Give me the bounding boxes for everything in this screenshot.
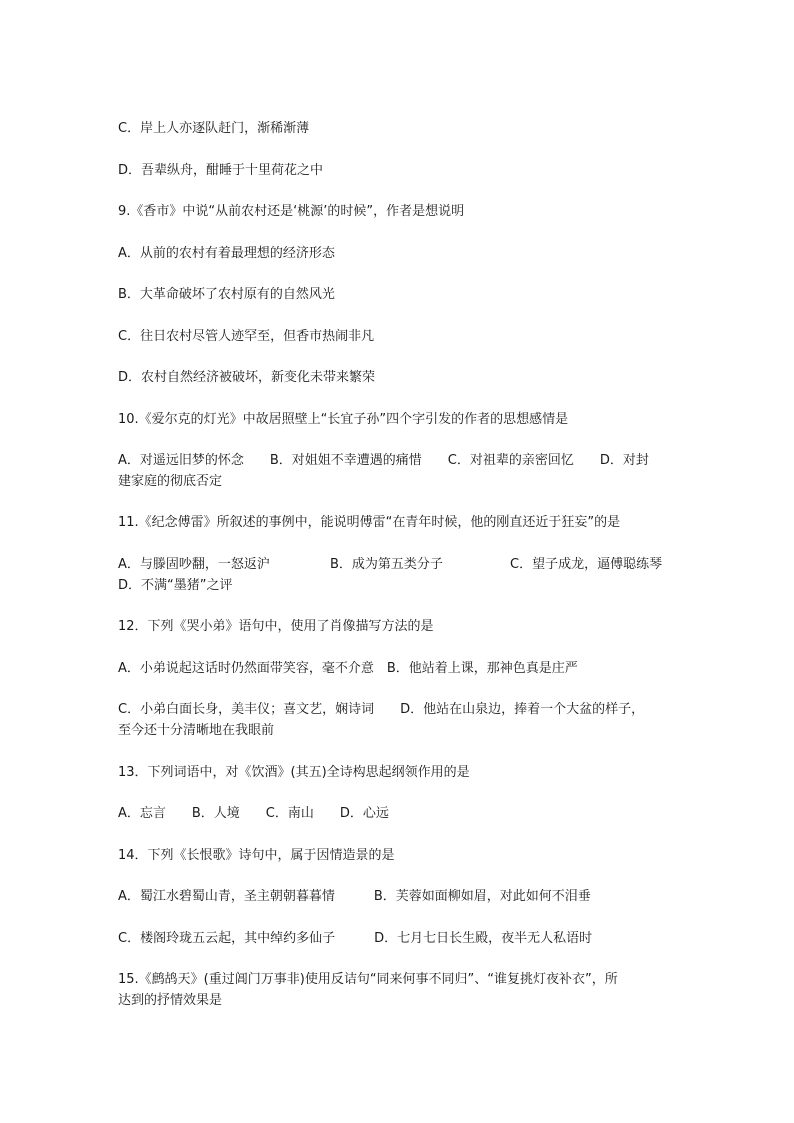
- q11-option-c: C．望子成龙，逼傅聪练琴: [510, 557, 663, 572]
- q9-option-c: C．往日农村尽管人迹罕至，但香市热闹非凡: [118, 329, 375, 344]
- q9-stem: 9.《香市》中说“从前农村还是‘桃源’的时候”，作者是想说明: [118, 204, 465, 219]
- q9-option-d: D．农村自然经济被破坏，新变化未带来繁荣: [118, 370, 376, 385]
- q11-option-d: D．不满“墨猪”之评: [118, 578, 233, 593]
- q10-options-line1: A．对遥远旧梦的怀念 B．对姐姐不幸遭遇的痛惜 C．对祖辈的亲密回忆 D．对封: [118, 453, 649, 468]
- q9-option-a: A．从前的农村有着最理想的经济形态: [118, 246, 335, 261]
- q15-stem-line1: 15.《鹧鸪天》(重过阊门万事非)使用反诘句“同来何事不同归”、“谁复挑灯夜补衣”，所: [118, 972, 618, 987]
- q14-options-ab: A．蜀江水碧蜀山青，圣主朝朝暮暮情 B．芙蓉如面柳如眉，对此如何不泪垂: [118, 889, 591, 904]
- q14-options-cd: C．楼阁玲珑五云起，其中绰约多仙子 D．七月七日长生殿，夜半无人私语时: [118, 931, 593, 946]
- q11-options-line1: [118, 554, 678, 575]
- q12-options-cd-line2: 至今还十分清晰地在我眼前: [118, 723, 275, 738]
- q14-stem: 14．下列《长恨歌》诗句中，属于因情造景的是: [118, 848, 395, 863]
- q11-option-a: A．与滕固吵翻，一怒返沪: [118, 557, 270, 572]
- q8-option-c: C．岸上人亦逐队赶门，渐稀渐薄: [118, 121, 310, 136]
- q13-options: A．忘言 B．人境 C．南山 D．心远: [118, 806, 389, 821]
- q10-options-line2: 建家庭的彻底否定: [118, 474, 223, 489]
- q15-stem-line2: 达到的抒情效果是: [118, 993, 223, 1008]
- q10-stem: 10.《爱尔克的灯光》中故居照壁上“长宜子孙”四个字引发的作者的思想感情是: [118, 412, 569, 427]
- q11-option-b: B．成为第五类分子: [330, 557, 443, 572]
- q12-stem: 12．下列《哭小弟》语句中，使用了肖像描写方法的是: [118, 619, 434, 634]
- q12-options-ab: A．小弟说起这话时仍然面带笑容，毫不介意 B．他站着上课，那神色真是庄严: [118, 661, 578, 676]
- q8-option-d: D．吾辈纵舟，酣睡于十里荷花之中: [118, 163, 324, 178]
- q9-option-b: B．大革命破坏了农村原有的自然风光: [118, 287, 335, 302]
- q11-stem: 11.《纪念傅雷》所叙述的事例中，能说明傅雷“在青年时候，他的刚直还近于狂妄”的是: [118, 515, 621, 530]
- q13-stem: 13．下列词语中，对《饮酒》(其五)全诗构思起纲领作用的是: [118, 765, 470, 780]
- q12-options-cd-line1: C．小弟白面长身，美丰仪；喜文艺，娴诗词 D．他站在山泉边，捧着一个大盆的样子，: [118, 702, 645, 717]
